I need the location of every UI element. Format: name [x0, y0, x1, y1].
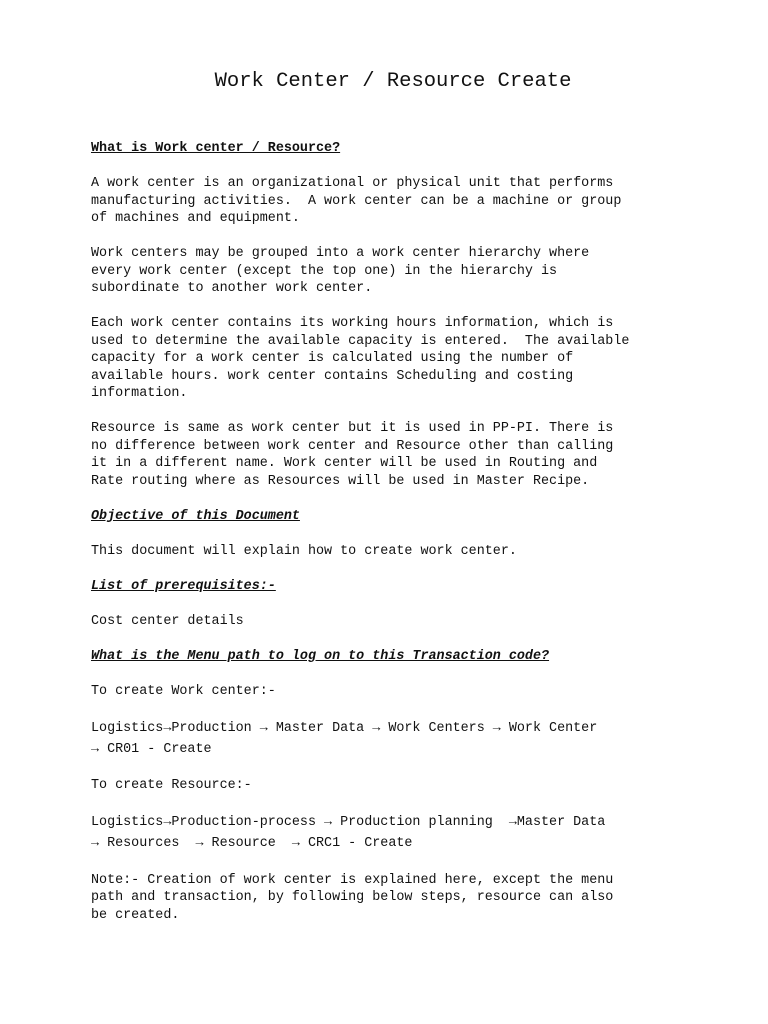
work-center-menu-path: Logistics→Production → Master Data → Work Centers → Work Center → CR01 - Create	[91, 720, 598, 757]
work-center-path-label: To create Work center:-	[91, 683, 276, 699]
resource-path-label: To create Resource:-	[91, 778, 252, 793]
resource-menu-path: Logistics→Production-process → Production planning →Master Data → Resources → Resource → CRC1 - Create	[91, 815, 606, 851]
paragraph-work-center-hierarchy: Work centers may be grouped into a work center hierarchy where every work center (except the top one) in the hierarchy is subordinate to another work center.	[91, 246, 590, 296]
paragraph-working-hours: Each work center contains its working hours information, which is used to determine the available capacity is entered. The available capacity for a work center is calculated using the number of available hours. work center contains Scheduling and costing information.	[91, 316, 630, 401]
prerequisites-text: Cost center details	[91, 613, 244, 629]
section-heading-menu-path: What is the Menu path to log on to this Transaction code?	[91, 648, 550, 664]
document-body	[91, 140, 731, 924]
section-heading-objective: Objective of this Document	[91, 508, 300, 524]
section-heading-prerequisites: List of prerequisites:-	[91, 578, 276, 594]
paragraph-work-center-definition: A work center is an organizational or physical unit that performs manufacturing activities. A work center can be a machine or group of machines and equipment.	[91, 176, 622, 226]
document-title: Work Center / Resource Create	[214, 70, 572, 93]
paragraph-resource: Resource is same as work center but it is used in PP-PI. There is no difference between work center and Resource other than calling it in a different name. Work center will be used in Routing and Rate routing where as Resources will be used in Master Recipe.	[91, 421, 614, 489]
note-text: Note:- Creation of work center is explained here, except the menu path and transaction, by following below steps, resource can also be created.	[91, 872, 614, 923]
section-heading-what-is: What is Work center / Resource?	[91, 141, 341, 156]
objective-text: This document will explain how to create work center.	[91, 543, 517, 559]
